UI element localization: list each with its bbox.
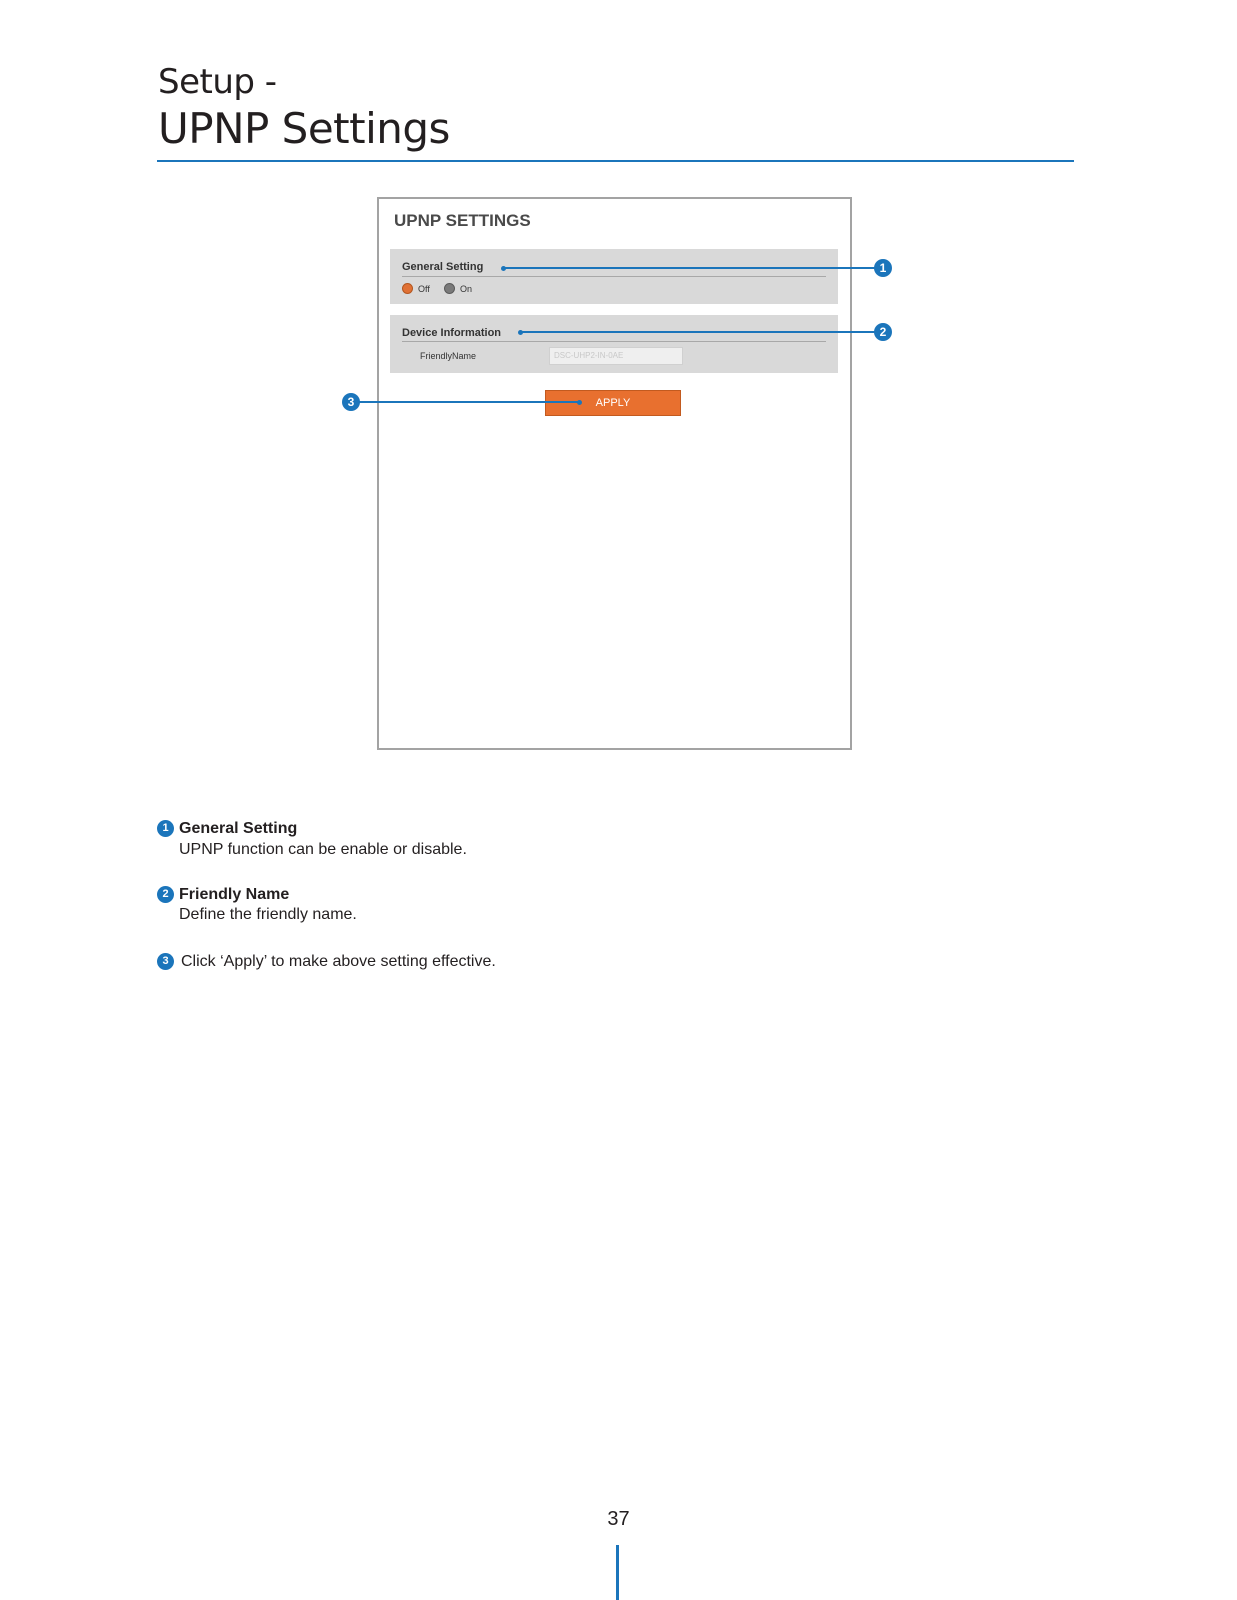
general-setting-label: General Setting <box>402 261 484 273</box>
page-tick <box>616 1545 619 1600</box>
description-2-body: Define the friendly name. <box>179 906 357 923</box>
callout-3-dot <box>577 400 582 405</box>
section-heading: Setup - <box>158 62 277 102</box>
page-number: 37 <box>607 1508 630 1530</box>
page-title: UPNP Settings <box>158 104 450 153</box>
device-information-divider <box>402 341 826 342</box>
description-1-body: UPNP function can be enable or disable. <box>179 841 467 858</box>
friendly-name-label: FriendlyName <box>420 351 477 361</box>
description-2-title: Friendly Name <box>179 886 290 903</box>
radio-off[interactable] <box>402 283 413 294</box>
apply-button[interactable]: APPLY <box>545 390 681 416</box>
radio-off-label: Off <box>418 284 430 294</box>
general-setting-panel <box>390 249 838 304</box>
description-1-title: General Setting <box>179 820 298 837</box>
general-setting-divider <box>402 276 826 277</box>
radio-on-label: On <box>460 284 473 294</box>
callout-3-line <box>359 401 579 403</box>
device-information-panel <box>390 315 838 373</box>
callout-2-badge: 2 <box>874 323 892 341</box>
device-information-label: Device Information <box>402 327 502 339</box>
description-1-badge: 1 <box>157 820 174 837</box>
callout-2-line <box>520 331 877 333</box>
friendly-name-input[interactable]: DSC-UHP2-IN-0AE <box>549 347 683 365</box>
upnp-settings-screenshot <box>377 197 852 750</box>
description-3-body: Click ‘Apply’ to make above setting effective. <box>181 953 496 970</box>
callout-3-badge: 3 <box>342 393 360 411</box>
radio-on[interactable] <box>444 283 455 294</box>
title-rule <box>157 160 1074 162</box>
callout-1-line <box>503 267 877 269</box>
description-2-badge: 2 <box>157 886 174 903</box>
upnp-settings-title: UPNP SETTINGS <box>394 211 531 230</box>
callout-1-badge: 1 <box>874 259 892 277</box>
description-3-badge: 3 <box>157 953 174 970</box>
